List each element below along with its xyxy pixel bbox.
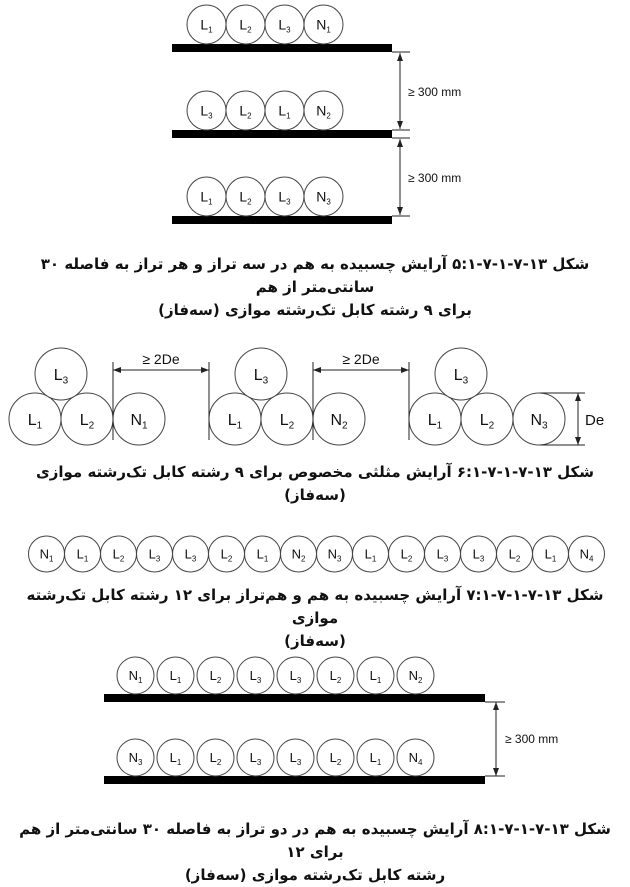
cable	[65, 536, 101, 572]
spacing-dimension	[493, 702, 499, 776]
cable-label: $L_2$	[479, 411, 495, 432]
cable-label: $L_1$	[169, 750, 182, 768]
cable	[304, 91, 343, 130]
cable-label: $N_1$	[39, 546, 54, 564]
arrowhead-down	[493, 768, 499, 776]
cable	[277, 657, 314, 694]
cable-tray	[172, 44, 392, 52]
cable-label: $L_3$	[200, 102, 213, 121]
cable-label: $N_2$	[291, 546, 306, 564]
cable-label: $L_2$	[209, 668, 222, 686]
cable	[353, 536, 389, 572]
arrowhead-right	[201, 367, 209, 373]
diameter-dimension	[575, 393, 581, 445]
cable	[245, 536, 281, 572]
cable	[137, 536, 173, 572]
cable	[61, 393, 113, 445]
cable	[113, 393, 165, 445]
cable-label: $L_1$	[369, 668, 382, 686]
figure-8-caption-line-1: شکل ۱۳-۷-۱-۷-۸:۱ آرایش چسبیده به هم در دو تراز به فاصله ۳۰ سانتی‌متر از هم برای ۱۲	[19, 820, 611, 861]
gap-label: ≥ 2De	[142, 351, 180, 367]
cable	[304, 177, 343, 216]
cable	[317, 657, 354, 694]
cable	[226, 91, 265, 130]
cable	[261, 393, 313, 445]
cable	[187, 91, 226, 130]
cable	[117, 657, 154, 694]
cable-label: $L_2$	[112, 546, 125, 564]
figure-6-caption	[10, 461, 620, 507]
arrowhead-right	[401, 367, 409, 373]
cable	[237, 739, 274, 776]
cable-label: $L_1$	[200, 16, 213, 35]
cable-label: $N_2$	[408, 668, 423, 686]
cable	[409, 393, 461, 445]
spacing-dimension	[397, 139, 403, 215]
cable-label: $L_3$	[278, 16, 291, 35]
cable-label: $L_3$	[472, 546, 485, 564]
arrowhead-left	[313, 367, 321, 373]
arrowhead-left	[113, 367, 121, 373]
cable-label: $L_3$	[184, 546, 197, 564]
cable	[187, 177, 226, 216]
figure-8-caption-line-2: رشته کابل تک‌رشته موازی (سه‌فاز)	[184, 866, 446, 884]
cable-label: $L_2$	[239, 16, 252, 35]
cable-label: $N_1$	[130, 411, 148, 432]
cable	[237, 657, 274, 694]
cable-label: $L_2$	[209, 750, 222, 768]
figure-7-caption-line-2: (سه‌فاز)	[284, 632, 346, 650]
diameter-label: De	[585, 412, 605, 429]
figure-5-caption-line-1: شکل ۱۳-۷-۱-۷-۵:۱ آرایش چسبیده به هم در سه تراز و هر تراز به فاصله ۳۰ سانتی‌متر از هم	[40, 255, 590, 296]
cable-label: $N_1$	[316, 16, 331, 35]
cable-tray	[104, 694, 485, 702]
cable	[9, 393, 61, 445]
cable-label: $L_2$	[329, 668, 342, 686]
cable-label: $N_4$	[579, 546, 594, 564]
cable-label: $L_1$	[427, 411, 443, 432]
cable-label: $L_3$	[53, 366, 69, 387]
cable-label: $N_2$	[330, 411, 348, 432]
cable-label: $L_2$	[220, 546, 233, 564]
cable-label: $L_1$	[27, 411, 43, 432]
cable-label: $L_3$	[289, 750, 302, 768]
cable	[101, 536, 137, 572]
figure-5-caption-line-2: برای ۹ رشته کابل تک‌رشته موازی (سه‌فاز)	[158, 301, 472, 319]
cable-label: $N_4$	[408, 750, 423, 768]
arrowhead-down	[397, 207, 403, 215]
cable	[513, 393, 565, 445]
figure-7-caption-line-1: شکل ۱۳-۷-۱-۷-۷:۱ آرایش چسبیده به هم و هم‌تراز برای ۱۲ رشته کابل تک‌رشته موازی	[26, 586, 604, 627]
cable	[197, 657, 234, 694]
cable	[157, 657, 194, 694]
figure-6-caption-line-1: شکل ۱۳-۷-۱-۷-۶:۱ آرایش مثلثی مخصوص برای ۹ رشته کابل تک‌رشته موازی (سه‌فاز)	[36, 463, 594, 504]
cable-label: $N_3$	[327, 546, 342, 564]
cable-label: $L_1$	[200, 188, 213, 207]
cable-label: $L_3$	[249, 668, 262, 686]
cable	[35, 348, 87, 400]
cable	[209, 536, 245, 572]
cable	[533, 536, 569, 572]
cable	[313, 393, 365, 445]
gap-label: ≥ 2De	[342, 351, 380, 367]
cable-tray	[104, 776, 485, 784]
cable-label: $L_2$	[400, 546, 413, 564]
cable	[173, 536, 209, 572]
arrowhead-down	[575, 437, 581, 445]
cable-label: $L_3$	[453, 366, 469, 387]
cable-label: $L_1$	[76, 546, 89, 564]
arrowhead-up	[397, 139, 403, 147]
cable	[226, 177, 265, 216]
cable-label: $L_3$	[148, 546, 161, 564]
cable	[209, 393, 261, 445]
cable	[157, 739, 194, 776]
cable-label: $L_1$	[169, 668, 182, 686]
cable	[569, 536, 605, 572]
cable	[397, 657, 434, 694]
cable-label: $L_2$	[279, 411, 295, 432]
cable-label: $L_2$	[508, 546, 521, 564]
cable	[265, 91, 304, 130]
arrowhead-down	[397, 121, 403, 129]
cable	[265, 5, 304, 44]
gap-dimension	[113, 367, 209, 373]
cable	[317, 739, 354, 776]
arrowhead-up	[397, 53, 403, 61]
cable	[461, 536, 497, 572]
figure-8-caption	[10, 818, 620, 887]
cable	[281, 536, 317, 572]
cable	[187, 5, 226, 44]
cable-label: $L_1$	[369, 750, 382, 768]
cable-label: $N_1$	[128, 668, 143, 686]
cable	[29, 536, 65, 572]
cable	[357, 657, 394, 694]
cable	[389, 536, 425, 572]
cable-label: $N_3$	[530, 411, 548, 432]
cable	[197, 739, 234, 776]
cable	[226, 5, 265, 44]
gap-dimension	[313, 367, 409, 373]
cable	[425, 536, 461, 572]
cable	[304, 5, 343, 44]
cable-label: $L_3$	[278, 188, 291, 207]
cable-label: $L_1$	[227, 411, 243, 432]
cable-label: $L_2$	[239, 188, 252, 207]
figure-5-caption	[10, 253, 620, 322]
spacing-label: ≥ 300 mm	[408, 171, 462, 185]
spacing-label: ≥ 300 mm	[408, 85, 462, 99]
arrowhead-up	[575, 393, 581, 401]
cable	[435, 348, 487, 400]
cable	[317, 536, 353, 572]
cable-label: $L_2$	[329, 750, 342, 768]
cable-label: $L_3$	[289, 668, 302, 686]
spacing-dimension	[397, 53, 403, 129]
figure-7-caption	[10, 584, 620, 653]
arrowhead-up	[493, 702, 499, 710]
cable-tray	[172, 216, 392, 224]
spacing-label: ≥ 300 mm	[505, 732, 559, 746]
cable-label: $L_1$	[256, 546, 269, 564]
cable	[357, 739, 394, 776]
cable	[277, 739, 314, 776]
cable	[265, 177, 304, 216]
cable	[497, 536, 533, 572]
cable-label: $L_1$	[364, 546, 377, 564]
cable-label: $L_2$	[79, 411, 95, 432]
cable	[397, 739, 434, 776]
cable	[235, 348, 287, 400]
cable-label: $L_3$	[436, 546, 449, 564]
cable-label: $L_1$	[544, 546, 557, 564]
cable-label: $N_2$	[316, 102, 331, 121]
cable-tray	[172, 130, 392, 138]
cable-label: $N_3$	[128, 750, 143, 768]
cable-label: $L_2$	[239, 102, 252, 121]
cable-label: $N_3$	[316, 188, 331, 207]
cable	[461, 393, 513, 445]
cable-label: $L_1$	[278, 102, 291, 121]
cable	[117, 739, 154, 776]
cable-label: $L_3$	[249, 750, 262, 768]
cable-label: $L_3$	[253, 366, 269, 387]
